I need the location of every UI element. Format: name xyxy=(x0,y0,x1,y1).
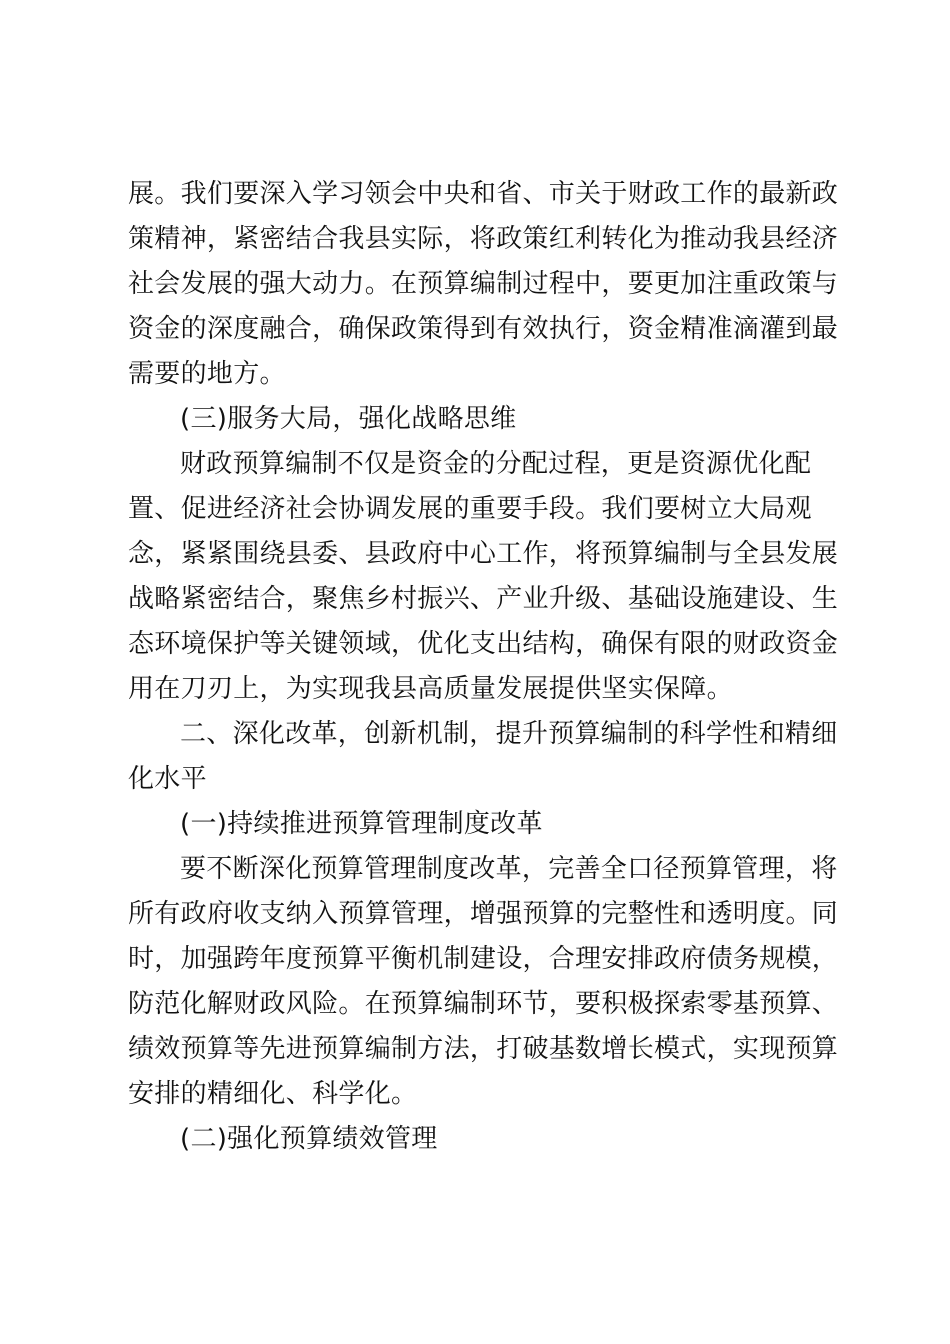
paragraph-line: 态环境保护等关键领域，优化支出结构，确保有限的财政资金 xyxy=(128,629,839,659)
section-heading: (二)强化预算绩效管理 xyxy=(180,1124,438,1154)
paragraph-line: 策精神，紧密结合我县实际，将政策红利转化为推动我县经济 xyxy=(128,224,839,254)
paragraph-line: 社会发展的强大动力。在预算编制过程中，要更加注重政策与 xyxy=(128,269,839,299)
paragraph-line: 安排的精细化、科学化。 xyxy=(128,1079,418,1109)
paragraph-line: 防范化解财政风险。在预算编制环节，要积极探索零基预算、 xyxy=(128,989,839,1019)
paragraph-line: 念，紧紧围绕县委、县政府中心工作，将预算编制与全县发展 xyxy=(128,539,839,569)
section-heading: (三)服务大局，强化战略思维 xyxy=(180,404,517,434)
paragraph-line: 置、促进经济社会协调发展的重要手段。我们要树立大局观 xyxy=(128,494,812,524)
paragraph-line: 所有政府收支纳入预算管理，增强预算的完整性和透明度。同 xyxy=(128,899,839,929)
paragraph-line: 战略紧密结合，聚焦乡村振兴、产业升级、基础设施建设、生 xyxy=(128,584,839,614)
paragraph-line: 用在刀刃上，为实现我县高质量发展提供坚实保障。 xyxy=(128,674,733,704)
paragraph-line: 资金的深度融合，确保政策得到有效执行，资金精准滴灌到最 xyxy=(128,314,839,344)
paragraph-line: 时，加强跨年度预算平衡机制建设，合理安排政府债务规模， xyxy=(128,944,839,974)
section-heading: (一)持续推进预算管理制度改革 xyxy=(180,809,543,839)
paragraph-line: 需要的地方。 xyxy=(128,359,286,389)
paragraph-line: 展。我们要深入学习领会中央和省、市关于财政工作的最新政 xyxy=(128,179,839,209)
paragraph-line: 要不断深化预算管理制度改革，完善全口径预算管理，将 xyxy=(180,854,838,884)
chapter-title: 二、深化改革，创新机制，提升预算编制的科学性和精细 xyxy=(180,719,838,749)
paragraph-line: 绩效预算等先进预算编制方法，打破基数增长模式，实现预算 xyxy=(128,1034,839,1064)
chapter-title: 化水平 xyxy=(128,764,207,794)
paragraph-line: 财政预算编制不仅是资金的分配过程，更是资源优化配 xyxy=(180,449,812,479)
